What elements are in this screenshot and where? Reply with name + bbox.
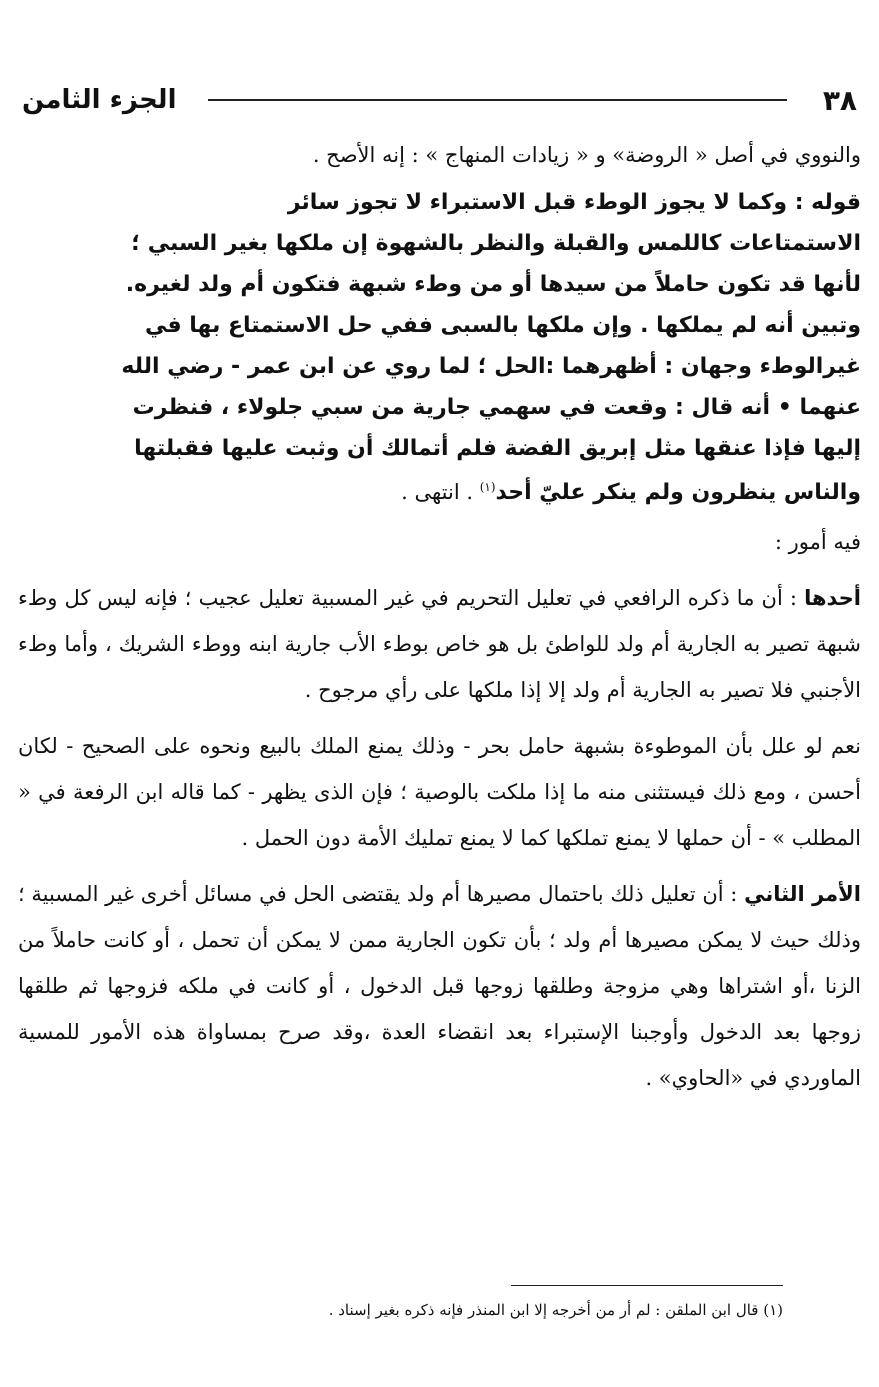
quote-line: لأنها قد تكون حاملاً من سيدها أو من وطء شبهة فتكون أم ولد لغيره.	[125, 272, 861, 297]
paragraph-text: : أن تعليل ذلك باحتمال مصيرها أم ولد يقتضى الحل في مسائل أخرى غير المسبية ؛ وذلك حيث لا يمكن مصيرها أم ولد ؛ بأن تكون الجارية ممن لا يمكن أن تحمل ، أو كانت حاملاً من الزنا ،أو اشتراها وهي مزوجة وطلقها زوجها قبل الدخول ، أو كانت في ملكه فزوجها ثم طلقها زوجها بعد الدخول وأوجبنا الإستبراء بعد انقضاء العدة ،وقد صرح بمساواة هذه الأمور للمسية الماوردي في «الحاوي» .	[18, 882, 861, 1090]
paragraph-amr-1	[18, 575, 861, 713]
quote-last-line-bold: والناس ينظرون ولم ينكر عليّ أحد	[495, 480, 861, 505]
quote-last-line-tail: . انتهى .	[401, 480, 480, 504]
page-body	[18, 132, 861, 1101]
page-header	[22, 78, 857, 122]
footnote: (١) قال ابن الملقن : لم أر من أخرجه إلا ابن المنذر فإنه ذكره بغير إسناد .	[328, 1301, 783, 1319]
quote-line: إليها فإذا عنقها مثل إبريق الفضة فلم أتمالك أن وثبت عليها فقبلتها	[134, 436, 861, 461]
paragraph-text: : أن ما ذكره الرافعي في تعليل التحريم في غير المسبية تعليل عجيب ؛ فإنه ليس كل وطء شبهة تصير به الجارية أم ولد للواطئ بل هو خاص بوطء الأب جارية ابنه ووطء الشريك ، وأما وطء الأجنبي فلا تصير به الجارية أم ولد إلا إذا ملكها على رأي مرجوح .	[18, 586, 861, 702]
quote-last-line	[18, 469, 861, 515]
quoted-passage	[18, 182, 861, 515]
fihi-umur-line: فيه أمور :	[774, 530, 861, 554]
page-number: ٣٨	[822, 83, 857, 117]
intro-line: والنووي في أصل « الروضة» و « زيادات المنهاج » : إنه الأصح .	[312, 143, 861, 167]
quote-line: عنهما • أنه قال : وقعت في سهمي جارية من سبي جلولاء ، فنظرت	[132, 395, 861, 420]
paragraph-lead: الأمر الثاني	[744, 882, 861, 906]
running-title: الجزء الثامن	[22, 85, 177, 115]
quote-line: وتبين أنه لم يملكها . وإن ملكها بالسبى ففي حل الاستمتاع بها في	[144, 313, 861, 338]
footnote-reference: (١)	[479, 480, 496, 494]
quote-line: الاستمتاعات كاللمس والقبلة والنظر بالشهوة إن ملكها بغير السبي ؛	[131, 231, 861, 256]
footnote-rule	[511, 1285, 783, 1286]
quote-line: غيرالوطء وجهان : أظهرهما :الحل ؛ لما روي عن ابن عمر - رضي الله	[121, 354, 861, 379]
paragraph-lead: أحدها	[804, 586, 861, 610]
header-rule	[208, 99, 786, 101]
quote-line: قوله : وكما لا يجوز الوطء قبل الاستبراء لا تجوز سائر	[287, 190, 861, 215]
paragraph-amr-2	[18, 871, 861, 1101]
paragraph-naam: نعم لو علل بأن الموطوءة بشبهة حامل بحر - وذلك يمنع الملك بالبيع ونحوه على الصحيح - لكان أحسن ، ومع ذلك فيستثنى منه ما إذا ملكت بالوصية ؛ فإن الذى يظهر - كما قاله ابن الرفعة في « المطلب » - أن حملها لا يمنع تملكها كما لا يمنع تمليك الأمة دون الحمل .	[18, 734, 861, 850]
